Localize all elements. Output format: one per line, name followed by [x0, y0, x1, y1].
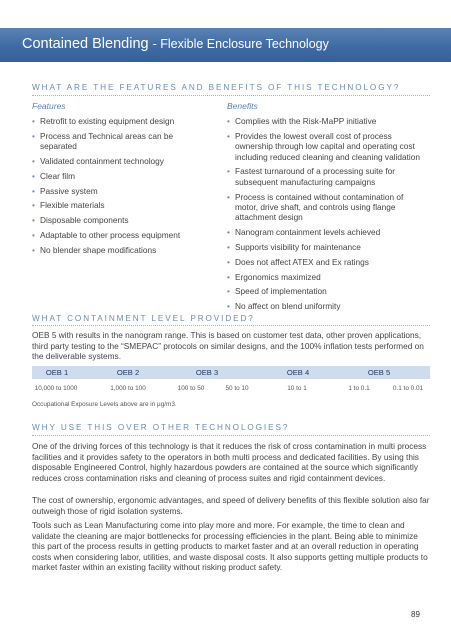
title-main: Contained Blending — [22, 36, 149, 52]
containment-section-heading: WHAT CONTAINMENT LEVEL PROVIDED? — [32, 314, 255, 323]
why-section-heading: WHY USE THIS OVER OTHER TECHNOLOGIES? — [32, 423, 290, 432]
section-divider — [32, 95, 430, 96]
page-title — [22, 36, 329, 52]
oeb-value: 10 to 1 — [287, 385, 307, 392]
oeb-value: 0.1 to 0.01 — [392, 385, 424, 392]
list-item: • Disposable components — [32, 215, 212, 225]
list-item: • No blender shape modifications — [32, 245, 212, 255]
list-item: • No affect on blend uniformity — [227, 301, 427, 311]
containment-paragraph: OEB 5 with results in the nanogram range. This is based on customer test data, other proven applications, third party testing to the “SMEPAC” protocols on similar designs, and the 100% inflation tests performed on the deliverable systems. — [32, 330, 424, 362]
oeb-value: 50 to 10 — [225, 385, 249, 392]
oeb-label: OEB 3 — [195, 368, 219, 377]
title-subtitle: - Flexible Enclosure Technology — [152, 37, 329, 51]
oeb-value: 10,000 to 1000 — [34, 385, 78, 392]
list-item: • Process and Technical areas can be separated — [32, 131, 212, 152]
oeb-value: 1,000 to 100 — [110, 385, 146, 392]
why-paragraph: The cost of ownership, ergonomic advantages, and speed of delivery benefits of this flexible solution also far outweigh those of rigid isolation systems. — [32, 495, 430, 516]
benefits-list — [227, 116, 427, 316]
list-item: • Speed of implementation — [227, 286, 427, 296]
section-divider — [32, 435, 430, 436]
list-item: • Process is contained without contamination of motor, drive shaft, and controls using flange attachment design — [227, 192, 427, 223]
title-banner — [0, 28, 451, 62]
list-item: • Supports visibility for maintenance — [227, 242, 427, 252]
oeb-table-header — [32, 366, 430, 379]
features-section-heading: WHAT ARE THE FEATURES AND BENEFITS OF THIS TECHNOLOGY? — [32, 83, 401, 92]
list-item: • Complies with the Risk-MaPP initiative — [227, 116, 427, 126]
section-divider — [32, 325, 430, 326]
why-paragraph: One of the driving forces of this technology is that it reduces the risk of cross contamination in multi process facilities and it provides safety to the operators in both multi process and dedicated facilities. By using this disposable Engineered Control, highly hazardous powders are contained at the source which significantly reduces cross contamination risks and cleaning of process suites and rigid containment devices. — [32, 441, 427, 483]
oeb-label: OEB 1 — [45, 368, 69, 377]
list-item: • Does not affect ATEX and Ex ratings — [227, 257, 427, 267]
list-item: • Clear film — [32, 171, 212, 181]
oeb-value: 1 to 0.1 — [348, 385, 370, 392]
list-item: • Provides the lowest overall cost of process ownership through low capital and operating cost including reduced cleaning and cleaning validation — [227, 131, 427, 162]
oeb-footnote: Occupational Exposure Levels above are in µg/m3. — [32, 401, 177, 408]
list-item: • Adaptable to other process equipment — [32, 230, 212, 240]
oeb-label: OEB 5 — [367, 368, 391, 377]
list-item: • Passive system — [32, 186, 212, 196]
list-item: • Ergonomics maximized — [227, 272, 427, 282]
page-number: 89 — [411, 610, 420, 619]
why-paragraph: Tools such as Lean Manufacturing come into play more and more. For example, the time to clean and validate the cleaning are major bottlenecks for processing efficiencies in the plant. Being able to minimize this part of the process results in getting products to market faster and at an overall reduction in operating costs when considering labor, utilities, and waste disposal costs. It also supports getting multiple products to market faster within an existing facility without risking product safety. — [32, 520, 428, 573]
list-item: • Flexible materials — [32, 200, 212, 210]
benefits-label: Benefits — [227, 101, 258, 111]
features-list — [32, 116, 212, 260]
oeb-value: 100 to 50 — [177, 385, 205, 392]
oeb-label: OEB 4 — [286, 368, 310, 377]
list-item: • Validated containment technology — [32, 156, 212, 166]
list-item: • Retrofit to existing equipment design — [32, 116, 212, 126]
list-item: • Nanogram containment levels achieved — [227, 227, 427, 237]
oeb-label: OEB 2 — [116, 368, 140, 377]
features-label: Features — [32, 101, 66, 111]
list-item: • Fastest turnaround of a processing suite for subsequent manufacturing campaigns — [227, 166, 427, 187]
